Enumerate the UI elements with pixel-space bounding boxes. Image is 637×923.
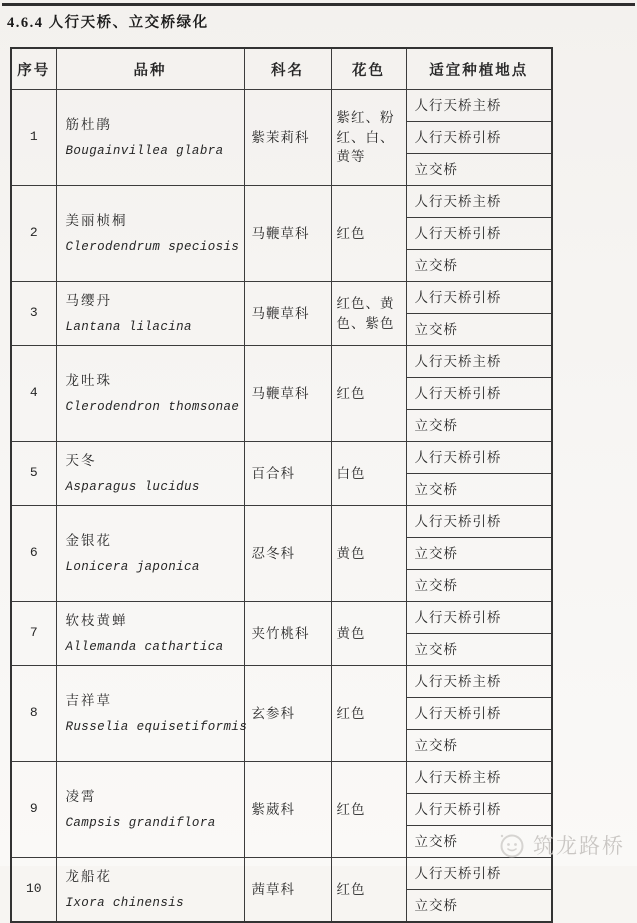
- species-latin-name: Ixora chinensis: [65, 895, 185, 910]
- location-cell: 人行天桥引桥: [406, 506, 552, 538]
- table-row: [11, 442, 552, 474]
- family-cell: 紫葳科: [244, 762, 331, 858]
- location-cell: 人行天桥主桥: [406, 346, 552, 378]
- species-cell: [56, 602, 244, 666]
- species-cell: [56, 442, 244, 506]
- table-row: [11, 346, 552, 378]
- flower-color-cell: 红色: [331, 666, 406, 762]
- species-cell: [56, 346, 244, 442]
- location-cell: 立交桥: [406, 890, 552, 923]
- species-latin-name: Lantana lilacina: [65, 319, 192, 334]
- location-cell: 人行天桥引桥: [406, 282, 552, 314]
- location-cell: 立交桥: [406, 538, 552, 570]
- species-cn-name: 龙船花: [65, 869, 112, 885]
- plant-table-body: [11, 90, 552, 923]
- location-cell: 立交桥: [406, 474, 552, 506]
- watermark: [498, 830, 625, 860]
- column-header-4: 适宜种植地点: [406, 48, 552, 90]
- location-cell: 人行天桥主桥: [406, 186, 552, 218]
- watermark-text: 筑龙路桥: [533, 834, 625, 858]
- column-header-1: 品种: [56, 48, 244, 90]
- location-cell: 人行天桥主桥: [406, 666, 552, 698]
- table-row: [11, 762, 552, 794]
- location-cell: 人行天桥引桥: [406, 602, 552, 634]
- flower-color-cell: 黄色: [331, 506, 406, 602]
- row-number: 4: [11, 346, 56, 442]
- location-cell: 人行天桥引桥: [406, 218, 552, 250]
- location-cell: 人行天桥引桥: [406, 378, 552, 410]
- species-cell: [56, 666, 248, 762]
- location-cell: 立交桥: [406, 730, 552, 762]
- species-latin-name: Asparagus lucidus: [65, 479, 200, 494]
- row-number: 7: [11, 602, 56, 666]
- location-cell: 立交桥: [406, 410, 552, 442]
- family-cell: 玄参科: [244, 666, 331, 762]
- row-number: 1: [11, 90, 56, 186]
- species-cn-name: 美丽桢桐: [65, 213, 128, 229]
- species-cn-name: 龙吐珠: [65, 373, 112, 389]
- flower-color-cell: 红色: [331, 762, 406, 858]
- column-header-0: 序号: [11, 48, 56, 90]
- species-cell: [56, 282, 244, 346]
- species-cell: [56, 858, 244, 923]
- location-cell: 人行天桥引桥: [406, 442, 552, 474]
- species-cn-name: 天冬: [65, 453, 97, 469]
- flower-color-cell: 黄色: [331, 602, 406, 666]
- table-row: [11, 90, 552, 122]
- table-row: [11, 186, 552, 218]
- species-cell: [56, 506, 244, 602]
- family-cell: 马鞭草科: [244, 186, 331, 282]
- species-cell: [56, 186, 244, 282]
- row-number: 3: [11, 282, 56, 346]
- family-cell: 马鞭草科: [244, 346, 331, 442]
- species-cn-name: 凌霄: [65, 789, 97, 805]
- species-cn-name: 马缨丹: [65, 293, 112, 309]
- location-cell: 人行天桥引桥: [406, 794, 552, 826]
- flower-color-cell: 红色: [331, 858, 406, 923]
- location-cell: 立交桥: [406, 826, 552, 858]
- location-cell: 人行天桥引桥: [406, 698, 552, 730]
- family-cell: 茜草科: [244, 858, 331, 923]
- location-cell: 立交桥: [406, 634, 552, 666]
- family-cell: 忍冬科: [244, 506, 331, 602]
- row-number: 9: [11, 762, 56, 858]
- location-cell: 人行天桥主桥: [406, 90, 552, 122]
- location-cell: 人行天桥主桥: [406, 762, 552, 794]
- section-title: 4.6.4 人行天桥、立交桥绿化: [7, 15, 209, 31]
- flower-color-cell: 白色: [331, 442, 406, 506]
- column-header-2: 科名: [244, 48, 331, 90]
- species-cn-name: 金银花: [65, 533, 112, 549]
- species-latin-name: Allemanda cathartica: [65, 639, 224, 654]
- table-row: [11, 858, 552, 890]
- species-latin-name: Bougainvillea glabra: [65, 143, 224, 158]
- location-cell: 立交桥: [406, 314, 552, 346]
- row-number: 6: [11, 506, 56, 602]
- location-cell: 立交桥: [406, 250, 552, 282]
- plant-table-header: [11, 48, 552, 90]
- table-row: [11, 506, 552, 538]
- plant-table: [10, 47, 553, 923]
- top-rule-divider: [2, 3, 635, 6]
- table-row: [11, 666, 552, 698]
- location-cell: 立交桥: [406, 570, 552, 602]
- table-row: [11, 602, 552, 634]
- header-row: [11, 48, 552, 90]
- species-cn-name: 筋杜鹃: [65, 117, 112, 133]
- species-cn-name: 软枝黄蝉: [65, 613, 128, 629]
- row-number: 10: [11, 858, 56, 923]
- family-cell: 百合科: [244, 442, 331, 506]
- species-cell: [56, 762, 244, 858]
- species-latin-name: Russelia equisetiformis: [65, 719, 248, 734]
- location-cell: 人行天桥引桥: [406, 122, 552, 154]
- family-cell: 夹竹桃科: [244, 602, 331, 666]
- species-latin-name: Clerodendron thomsonae: [65, 399, 240, 414]
- species-latin-name: Campsis grandiflora: [65, 815, 216, 830]
- row-number: 5: [11, 442, 56, 506]
- species-cell: [56, 90, 244, 186]
- flower-color-cell: 红色: [331, 346, 406, 442]
- flower-color-cell: 紫红、粉红、白、黄等: [331, 90, 406, 186]
- species-cn-name: 吉祥草: [65, 693, 112, 709]
- species-latin-name: Clerodendrum speciosis: [65, 239, 240, 254]
- row-number: 2: [11, 186, 56, 282]
- location-cell: 立交桥: [406, 154, 552, 186]
- zhulong-logo-icon: [498, 831, 526, 859]
- family-cell: 马鞭草科: [244, 282, 331, 346]
- column-header-3: 花色: [331, 48, 406, 90]
- species-latin-name: Lonicera japonica: [65, 559, 200, 574]
- flower-color-cell: 红色、黄色、紫色: [331, 282, 406, 346]
- row-number: 8: [11, 666, 56, 762]
- family-cell: 紫茉莉科: [244, 90, 331, 186]
- location-cell: 人行天桥引桥: [406, 858, 552, 890]
- flower-color-cell: 红色: [331, 186, 406, 282]
- table-row: [11, 282, 552, 314]
